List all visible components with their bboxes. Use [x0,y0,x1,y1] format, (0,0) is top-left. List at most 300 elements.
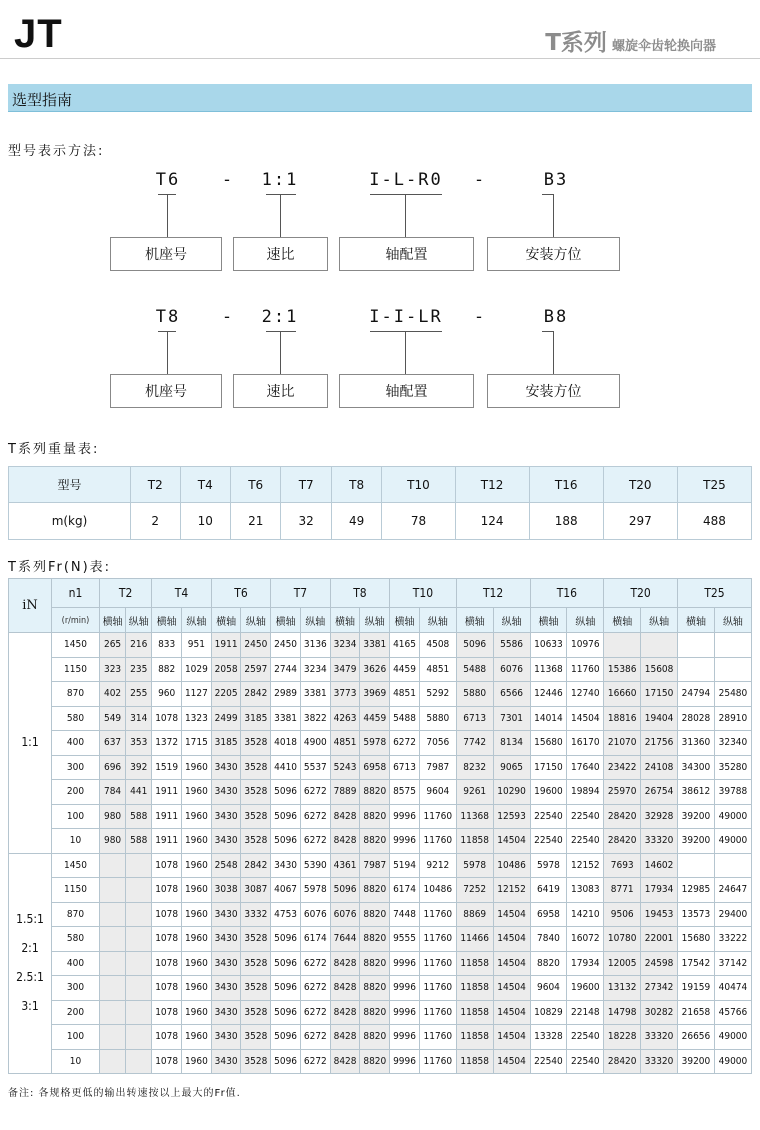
fr-value-horizontal: 784 [100,780,126,805]
fr-value-horizontal: 4165 [390,633,420,658]
fr-value-vertical: 12593 [493,804,530,829]
fr-value-horizontal: 8428 [330,976,360,1001]
fr-value-vertical: 49000 [714,1049,751,1074]
fr-value-vertical: 3528 [241,927,271,952]
fr-value-horizontal: 1519 [152,755,182,780]
fr-value-vertical: 11760 [419,1049,456,1074]
fr-value-horizontal: 2989 [271,682,301,707]
fr-value-vertical: 1960 [182,1049,212,1074]
fr-value-horizontal: 3773 [330,682,360,707]
fr-value-vertical: 7301 [493,706,530,731]
code-shaft-config: I-L-R0 [369,170,443,190]
fr-value-vertical: 1960 [182,755,212,780]
fr-value-vertical: 1960 [182,902,212,927]
fr-col-ratio: iN [9,579,52,633]
fr-value-vertical: 11760 [419,804,456,829]
fr-value-horizontal: 8428 [330,1000,360,1025]
connector [280,331,281,374]
fr-value-vertical: 33222 [714,927,751,952]
fr-value-horizontal: 5096 [271,780,301,805]
fr-value-vertical: 235 [126,657,152,682]
fr-value-vertical: 3381 [360,633,390,658]
fr-value-horizontal: 4410 [271,755,301,780]
fr-value-vertical: 3528 [241,1000,271,1025]
fr-value-vertical [714,657,751,682]
fr-model-header: T7 [271,579,330,608]
fr-value-vertical: 3087 [241,878,271,903]
box-shaft-config: 轴配置 [339,237,474,271]
fr-value-horizontal: 5096 [271,804,301,829]
box-mounting: 安装方位 [487,237,620,271]
fr-value-horizontal: 7693 [604,853,641,878]
fr-value-horizontal: 5096 [271,1025,301,1050]
code-dash: - [221,307,235,327]
fr-value-vertical: 1960 [182,1000,212,1025]
fr-value-vertical: 3528 [241,1049,271,1074]
fr-vertical-shaft-header: 纵轴 [126,608,152,633]
fr-table-subheader-row [9,608,752,633]
weight-table-model: T8 [331,467,381,503]
fr-value-horizontal: 5096 [330,878,360,903]
fr-value-vertical: 14504 [567,706,604,731]
fr-value-vertical: 8820 [360,951,390,976]
fr-value-horizontal: 3381 [271,706,301,731]
fr-value-horizontal: 2058 [211,657,241,682]
fr-value-horizontal: 960 [152,682,182,707]
fr-value-vertical [714,853,751,878]
weight-value: 188 [529,503,603,540]
fr-value-horizontal: 9996 [390,1049,420,1074]
code-frame: T6 [155,170,181,190]
fr-input-speed: 100 [52,1025,100,1050]
fr-value-horizontal: 8820 [530,951,567,976]
fr-table-row [9,976,752,1001]
fr-value-horizontal: 6272 [390,731,420,756]
fr-value-vertical: 16072 [567,927,604,952]
fr-value-vertical: 6272 [300,829,330,854]
fr-value-vertical: 10976 [567,633,604,658]
fr-value-vertical: 216 [126,633,152,658]
code-shaft-config: I-I-LR [369,307,443,327]
fr-value-vertical: 1960 [182,878,212,903]
fr-value-horizontal: 2548 [211,853,241,878]
fr-value-horizontal: 1078 [152,976,182,1001]
fr-value-vertical: 10486 [419,878,456,903]
fr-value-vertical: 3136 [300,633,330,658]
fr-value-vertical: 22148 [567,1000,604,1025]
fr-value-vertical: 3822 [300,706,330,731]
fr-value-horizontal: 34300 [678,755,715,780]
fr-value-horizontal: 21070 [604,731,641,756]
fr-table-row [9,682,752,707]
weight-table-model: T16 [529,467,603,503]
weight-table-model: T4 [180,467,230,503]
fr-value-vertical: 3528 [241,1025,271,1050]
fr-value-horizontal: 4263 [330,706,360,731]
fr-value-horizontal: 5488 [390,706,420,731]
fr-value-vertical: 14602 [641,853,678,878]
fr-value-horizontal: 3430 [211,976,241,1001]
fr-col-n1: n1 [52,579,100,608]
fr-value-horizontal: 8428 [330,951,360,976]
fr-value-vertical: 25480 [714,682,751,707]
section-bar [8,84,752,112]
fr-value-vertical: 314 [126,706,152,731]
fr-input-speed: 580 [52,706,100,731]
fr-value-vertical: 11760 [419,829,456,854]
fr-value-horizontal: 22540 [530,829,567,854]
fr-value-horizontal [604,633,641,658]
weight-table-model: T7 [281,467,331,503]
fr-value-vertical: 49000 [714,1025,751,1050]
fr-value-vertical: 1029 [182,657,212,682]
fr-value-vertical: 3332 [241,902,271,927]
fr-value-vertical: 7987 [360,853,390,878]
fr-value-horizontal: 1078 [152,1025,182,1050]
fr-value-horizontal: 6419 [530,878,567,903]
fr-value-horizontal: 17150 [530,755,567,780]
fr-table-row [9,804,752,829]
fr-value-horizontal [678,633,715,658]
fr-value-vertical [126,976,152,1001]
fr-value-vertical: 12740 [567,682,604,707]
fr-value-vertical [126,902,152,927]
fr-table-row [9,1049,752,1074]
fr-horizontal-shaft-header: 横轴 [271,608,301,633]
fr-value-horizontal: 10633 [530,633,567,658]
fr-value-horizontal: 9996 [390,976,420,1001]
connector [280,194,281,237]
fr-value-horizontal: 10829 [530,1000,567,1025]
fr-value-horizontal: 1078 [152,951,182,976]
fr-input-speed: 1450 [52,633,100,658]
weight-table-value-row [9,503,752,540]
fr-value-vertical: 32340 [714,731,751,756]
fr-value-horizontal: 6174 [390,878,420,903]
fr-value-vertical: 5880 [419,706,456,731]
box-frame-size: 机座号 [110,237,222,271]
fr-value-horizontal: 23422 [604,755,641,780]
fr-value-vertical [126,1000,152,1025]
fr-value-vertical: 22001 [641,927,678,952]
fr-table-row [9,633,752,658]
fr-value-horizontal: 26656 [678,1025,715,1050]
fr-value-vertical: 14504 [493,829,530,854]
fr-value-vertical: 10290 [493,780,530,805]
fr-value-vertical: 35280 [714,755,751,780]
fr-model-header: T16 [530,579,604,608]
fr-model-header: T12 [456,579,530,608]
fr-horizontal-shaft-header: 横轴 [456,608,493,633]
fr-value-vertical: 4508 [419,633,456,658]
fr-value-horizontal: 4459 [390,657,420,682]
fr-value-horizontal: 3430 [211,780,241,805]
fr-value-vertical: 49000 [714,829,751,854]
fr-model-header: T8 [330,579,389,608]
fr-value-horizontal: 1078 [152,706,182,731]
fr-col-n1-unit: (r/min) [52,608,100,633]
fr-value-vertical [126,853,152,878]
fr-value-vertical [126,951,152,976]
fr-value-horizontal: 13328 [530,1025,567,1050]
fr-value-vertical: 11760 [419,1025,456,1050]
fr-value-horizontal [100,878,126,903]
fr-value-horizontal: 8869 [456,902,493,927]
fr-value-horizontal: 21658 [678,1000,715,1025]
fr-value-horizontal: 833 [152,633,182,658]
weight-value: 78 [382,503,455,540]
fr-value-vertical: 8820 [360,1049,390,1074]
fr-value-horizontal: 1372 [152,731,182,756]
fr-value-vertical: 5390 [300,853,330,878]
fr-value-vertical: 6272 [300,804,330,829]
fr-table [8,578,752,1074]
fr-value-vertical: 14504 [493,1025,530,1050]
fr-value-horizontal: 11858 [456,976,493,1001]
box-ratio: 速比 [233,374,328,408]
fr-value-horizontal: 19600 [530,780,567,805]
fr-value-vertical: 49000 [714,804,751,829]
fr-value-horizontal: 637 [100,731,126,756]
weight-table-model: T10 [382,467,455,503]
weight-table-model: T25 [677,467,751,503]
fr-value-vertical: 6272 [300,976,330,1001]
fr-table-row [9,706,752,731]
fr-table-row [9,1000,752,1025]
fr-value-vertical: 9065 [493,755,530,780]
weight-value: 2 [131,503,181,540]
fr-value-horizontal: 15386 [604,657,641,682]
fr-value-vertical: 32928 [641,804,678,829]
fr-value-vertical: 4851 [419,657,456,682]
fr-value-horizontal: 14014 [530,706,567,731]
fr-value-horizontal: 7840 [530,927,567,952]
fr-value-horizontal: 6713 [390,755,420,780]
fr-value-horizontal: 9996 [390,951,420,976]
fr-value-vertical: 27342 [641,976,678,1001]
fr-value-vertical: 1960 [182,1025,212,1050]
fr-value-horizontal: 3479 [330,657,360,682]
fr-value-vertical: 24647 [714,878,751,903]
fr-value-horizontal: 9996 [390,804,420,829]
fr-value-vertical: 1960 [182,951,212,976]
fr-value-horizontal: 19159 [678,976,715,1001]
fr-value-horizontal: 2744 [271,657,301,682]
weight-value: 32 [281,503,331,540]
fr-value-vertical: 22540 [567,804,604,829]
fr-input-speed: 1150 [52,657,100,682]
fr-value-horizontal: 3430 [271,853,301,878]
fr-value-vertical: 30282 [641,1000,678,1025]
fr-value-horizontal: 1911 [152,829,182,854]
brand-logo: JT [14,12,63,56]
fr-value-horizontal: 13573 [678,902,715,927]
fr-value-vertical: 14504 [493,951,530,976]
fr-value-vertical: 6272 [300,1049,330,1074]
fr-value-horizontal: 3234 [330,633,360,658]
fr-value-vertical: 14504 [493,902,530,927]
fr-horizontal-shaft-header: 横轴 [678,608,715,633]
fr-value-horizontal: 10780 [604,927,641,952]
fr-value-horizontal: 3430 [211,755,241,780]
fr-value-vertical: 14504 [493,1049,530,1074]
fr-value-horizontal: 1078 [152,853,182,878]
fr-value-horizontal: 25970 [604,780,641,805]
fr-value-horizontal: 3430 [211,927,241,952]
box-ratio: 速比 [233,237,328,271]
fr-value-vertical: 22540 [567,829,604,854]
fr-value-vertical: 13083 [567,878,604,903]
fr-value-horizontal: 3430 [211,1000,241,1025]
fr-value-horizontal: 39200 [678,829,715,854]
fr-table-row [9,780,752,805]
fr-value-vertical: 3528 [241,804,271,829]
fr-value-horizontal: 2499 [211,706,241,731]
fr-value-vertical: 5978 [360,731,390,756]
fr-value-horizontal: 9506 [604,902,641,927]
fr-value-horizontal: 8575 [390,780,420,805]
fr-value-vertical: 17934 [567,951,604,976]
fr-value-horizontal: 8428 [330,829,360,854]
fr-input-speed: 1450 [52,853,100,878]
fr-horizontal-shaft-header: 横轴 [211,608,241,633]
weight-value: 49 [331,503,381,540]
fr-value-vertical: 2597 [241,657,271,682]
fr-value-horizontal: 5243 [330,755,360,780]
fr-value-vertical: 2842 [241,853,271,878]
fr-value-horizontal: 5978 [456,853,493,878]
fr-value-horizontal: 980 [100,804,126,829]
fr-table-row [9,878,752,903]
fr-table-row [9,1025,752,1050]
fr-value-horizontal: 3185 [211,731,241,756]
fr-vertical-shaft-header: 纵轴 [360,608,390,633]
fr-model-header: T25 [678,579,752,608]
fr-value-vertical: 8820 [360,829,390,854]
fr-value-horizontal: 12005 [604,951,641,976]
weight-table-model: T6 [230,467,280,503]
fr-value-vertical: 33320 [641,1049,678,1074]
fr-value-vertical: 12152 [567,853,604,878]
fr-value-horizontal [100,951,126,976]
fr-value-horizontal: 2450 [271,633,301,658]
code-ratio: 2:1 [261,307,299,327]
weight-table-label: T系列重量表: [8,442,100,457]
connector [266,331,296,332]
code-dash: - [221,170,235,190]
fr-value-vertical: 11760 [419,927,456,952]
weight-table-row-label: m(kg) [9,503,131,540]
fr-value-vertical [126,1049,152,1074]
fr-value-vertical: 3381 [300,682,330,707]
fr-value-horizontal: 39200 [678,1049,715,1074]
fr-ratio-group [9,853,52,1074]
fr-value-horizontal: 8428 [330,1049,360,1074]
fr-value-vertical: 255 [126,682,152,707]
fr-value-vertical: 6174 [300,927,330,952]
fr-model-header: T20 [604,579,678,608]
weight-value: 488 [677,503,751,540]
fr-table-row [9,927,752,952]
fr-table-row [9,829,752,854]
fr-value-horizontal [100,1049,126,1074]
fr-value-vertical: 39788 [714,780,751,805]
fr-value-horizontal: 8428 [330,804,360,829]
weight-value: 21 [230,503,280,540]
fr-value-horizontal: 4851 [330,731,360,756]
fr-value-horizontal: 3430 [211,1049,241,1074]
fr-value-vertical: 3185 [241,706,271,731]
fr-value-vertical: 8820 [360,976,390,1001]
fr-value-vertical: 3528 [241,829,271,854]
fr-value-horizontal: 1078 [152,1000,182,1025]
fr-horizontal-shaft-header: 横轴 [152,608,182,633]
fr-value-horizontal: 9996 [390,1000,420,1025]
fr-value-vertical: 14504 [493,976,530,1001]
fr-vertical-shaft-header: 纵轴 [641,608,678,633]
connector [553,331,554,374]
fr-value-vertical: 45766 [714,1000,751,1025]
fr-ratio-group [9,633,52,854]
fr-value-horizontal: 14798 [604,1000,641,1025]
fr-value-horizontal: 15680 [530,731,567,756]
fr-value-vertical: 6958 [360,755,390,780]
fr-value-vertical: 24598 [641,951,678,976]
fr-table-row [9,731,752,756]
fr-value-horizontal: 6958 [530,902,567,927]
fr-value-vertical: 12152 [493,878,530,903]
fr-value-vertical: 14210 [567,902,604,927]
fr-value-vertical: 4459 [360,706,390,731]
fr-value-horizontal: 22540 [530,1049,567,1074]
fr-value-vertical: 22540 [567,1049,604,1074]
fr-value-vertical: 17150 [641,682,678,707]
fr-value-vertical: 6566 [493,682,530,707]
fr-value-vertical: 8820 [360,927,390,952]
fr-value-horizontal [100,1025,126,1050]
fr-horizontal-shaft-header: 横轴 [100,608,126,633]
fr-input-speed: 400 [52,731,100,756]
fr-value-horizontal [100,927,126,952]
fr-model-header: T4 [152,579,211,608]
fr-value-horizontal: 8232 [456,755,493,780]
fr-value-vertical: 6272 [300,1025,330,1050]
box-frame-size: 机座号 [110,374,222,408]
fr-value-horizontal [678,853,715,878]
fr-value-vertical: 29400 [714,902,751,927]
fr-value-horizontal: 38612 [678,780,715,805]
fr-vertical-shaft-header: 纵轴 [182,608,212,633]
fr-value-vertical: 3626 [360,657,390,682]
fr-vertical-shaft-header: 纵轴 [567,608,604,633]
connector [370,194,442,195]
fr-value-vertical: 11760 [567,657,604,682]
fr-value-horizontal: 7742 [456,731,493,756]
connector [266,194,296,195]
fr-value-horizontal: 4018 [271,731,301,756]
fr-value-vertical: 2842 [241,682,271,707]
fr-value-vertical: 6272 [300,1000,330,1025]
fr-value-vertical: 8134 [493,731,530,756]
fr-horizontal-shaft-header: 横轴 [530,608,567,633]
fr-value-horizontal: 5096 [271,1049,301,1074]
fr-value-vertical [126,1025,152,1050]
fr-value-horizontal: 4361 [330,853,360,878]
weight-table-model: T2 [131,467,181,503]
fr-value-horizontal: 13132 [604,976,641,1001]
fr-value-vertical: 4900 [300,731,330,756]
fr-horizontal-shaft-header: 横轴 [330,608,360,633]
